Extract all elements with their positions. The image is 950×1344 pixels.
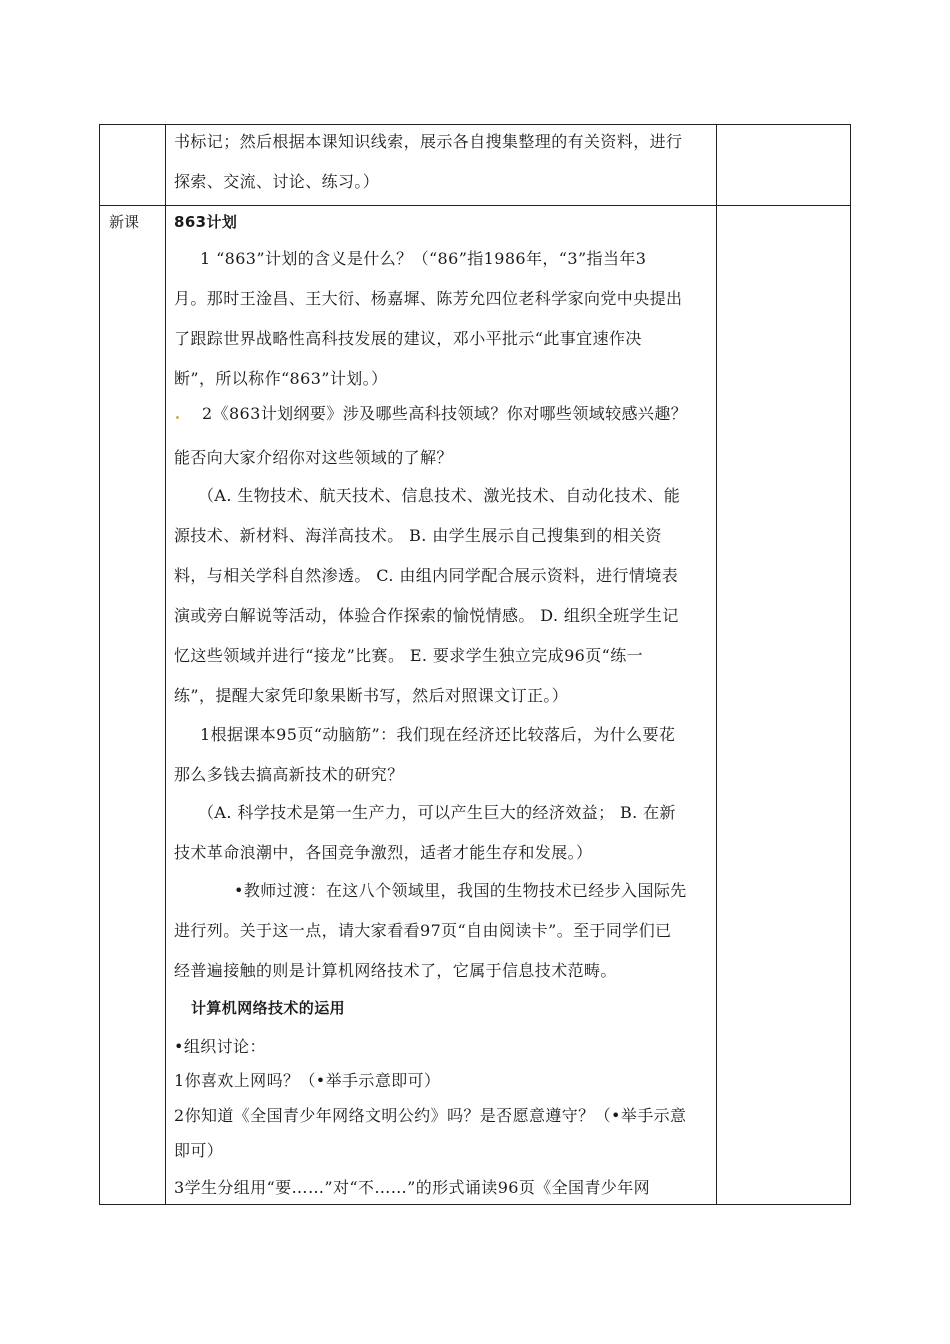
answer-3-line: 技术革命浪潮中，各国竞争激烈，适者才能生存和发展。）	[174, 843, 593, 862]
question-1-line: 了跟踪世界战略性高科技发展的建议，邓小平批示“此事宜速作决	[174, 329, 642, 348]
answer-2-line: 源技术、新材料、海洋高技术。 B. 由学生展示自己搜集到的相关资	[174, 526, 662, 545]
discussion-line: 即可）	[174, 1141, 224, 1160]
transition-line: 经普遍接触的则是计算机网络技术了，它属于信息技术范畴。	[174, 961, 617, 980]
question-1-line: 断”，所以称作“863”计划。）	[174, 369, 388, 388]
transition-line: 进行列。关于这一点，请大家看看97页“自由阅读卡”。至于同学们已	[174, 921, 672, 940]
discussion-line: 1你喜欢上网吗？（•举手示意即可）	[174, 1071, 441, 1090]
question-3-line: 1根据课本95页“动脑筋”：我们现在经济还比较落后，为什么要花	[200, 725, 676, 744]
row-label-new-lesson: 新课	[109, 213, 140, 231]
question-3-line: 那么多钱去搞高新技术的研究？	[174, 765, 404, 784]
column-divider-left	[165, 125, 166, 1204]
question-2-line: 能否向大家介绍你对这些领域的了解？	[174, 448, 453, 467]
discussion-line: 3学生分组用“要……”对“不……”的形式诵读96页《全国青少年网	[174, 1178, 651, 1197]
heading-863-plan: 863计划	[174, 213, 238, 231]
discussion-label: •组织讨论：	[174, 1037, 266, 1056]
answer-3-line: （A. 科学技术是第一生产力，可以产生巨大的经济效益； B. 在新	[198, 803, 676, 822]
transition-line: •教师过渡：在这八个领域里，我国的生物技术已经步入国际先	[234, 881, 687, 900]
column-divider-right	[716, 125, 717, 1204]
discussion-line: 2你知道《全国青少年网络文明公约》吗？是否愿意遵守？（•举手示意	[174, 1106, 687, 1125]
row-divider	[100, 205, 850, 206]
answer-2-line: 料，与相关学科自然渗透。 C. 由组内同学配合展示资料，进行情境表	[174, 566, 679, 585]
text-line: 书标记；然后根据本课知识线索，展示各自搜集整理的有关资料，进行	[174, 132, 683, 151]
answer-2-line: 演或旁白解说等活动，体验合作探索的愉悦情感。 D. 组织全班学生记	[174, 606, 679, 625]
answer-2-line: 忆这些领域并进行“接龙”比赛。 E. 要求学生独立完成96页“练一	[174, 646, 644, 665]
lesson-table	[99, 124, 851, 1205]
answer-2-line: 练”，提醒大家凭印象果断书写，然后对照课文订正。）	[174, 686, 569, 705]
heading-network-technology: 计算机网络技术的运用	[191, 999, 346, 1017]
marker-dot	[176, 416, 179, 419]
question-1-line: 月。那时王淦昌、王大衍、杨嘉墀、陈芳允四位老科学家向党中央提出	[174, 289, 683, 308]
answer-2-line: （A. 生物技术、航天技术、信息技术、激光技术、自动化技术、能	[198, 486, 681, 505]
question-2-line: 2《863计划纲要》涉及哪些高科技领域？你对哪些领域较感兴趣？	[202, 404, 688, 423]
text-line: 探索、交流、讨论、练习。）	[174, 172, 380, 191]
question-1-line: 1 “863”计划的含义是什么？（“86”指1986年，“3”指当年3	[200, 249, 647, 268]
